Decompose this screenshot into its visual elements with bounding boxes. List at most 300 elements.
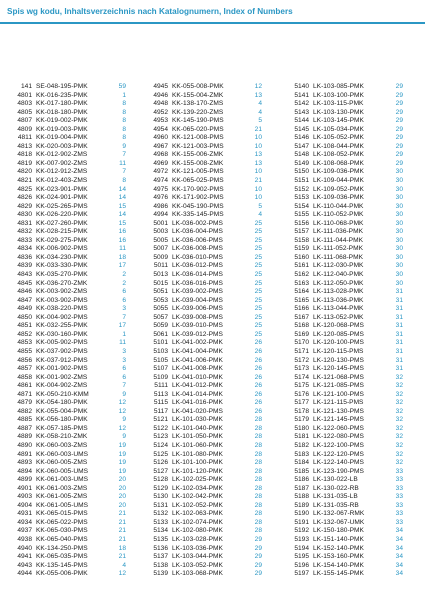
catalog-code: KK-037-912-PMS	[36, 356, 88, 364]
page-number: 31	[395, 322, 403, 330]
entry-number: 4953	[153, 117, 168, 125]
catalog-code: KK-054-180-PMK	[36, 399, 88, 407]
entry-number: 5009	[153, 253, 168, 261]
index-row	[0, 357, 425, 366]
page-number: 26	[254, 365, 262, 373]
index-entry	[146, 134, 262, 143]
entry-number: 4937	[17, 527, 32, 535]
index-entry	[287, 203, 403, 212]
page-number: 33	[395, 484, 403, 492]
entry-number: 4890	[17, 441, 32, 449]
index-entry	[146, 288, 262, 297]
catalog-code: LK-101-100-PMK	[172, 459, 223, 467]
catalog-code: KK-065-040-PMS	[36, 535, 88, 543]
page-number: 26	[254, 356, 262, 364]
catalog-code: LK-041-016-PMK	[172, 399, 223, 407]
entry-number: 4861	[17, 382, 32, 390]
catalog-code: LK-103-052-PMK	[172, 561, 223, 569]
catalog-code: KK-004-902-PMS	[36, 313, 88, 321]
entry-number: 5105	[153, 356, 168, 364]
index-entry	[10, 459, 126, 468]
page-number: 21	[118, 553, 126, 561]
catalog-code: LK-039-006-PMS	[172, 305, 223, 313]
catalog-code: KK-035-270-PMK	[36, 271, 88, 279]
entry-number: 5146	[294, 134, 309, 142]
entry-number: 5190	[294, 510, 309, 518]
page-number: 32	[395, 416, 403, 424]
entry-number: 5131	[153, 501, 168, 509]
page-number: 30	[395, 262, 403, 270]
index-row	[0, 502, 425, 511]
page-number: 20	[118, 484, 126, 492]
entry-number: 4931	[17, 510, 32, 518]
index-entry	[10, 168, 126, 177]
index-entry	[146, 271, 262, 280]
page-number: 13	[254, 159, 262, 167]
entry-number: 4887	[17, 424, 32, 432]
entry-number: 4972	[153, 168, 168, 176]
index-entry	[10, 271, 126, 280]
page-number: 29	[395, 108, 403, 116]
index-entry	[287, 262, 403, 271]
page-number: 29	[254, 553, 262, 561]
catalog-code: LK-103-028-PMK	[172, 535, 223, 543]
page-number: 5	[258, 202, 262, 210]
index-entry	[146, 245, 262, 254]
catalog-code: LK-041-010-PMK	[172, 373, 223, 381]
index-entry	[10, 553, 126, 562]
page-number: 26	[254, 373, 262, 381]
page-number: 14	[118, 185, 126, 193]
catalog-code: KK-025-265-PMS	[36, 202, 88, 210]
entry-number: 5139	[153, 570, 168, 578]
catalog-code: LK-036-012-PMS	[172, 262, 223, 270]
page-number: 32	[395, 441, 403, 449]
index-row	[0, 493, 425, 502]
entry-number: 4885	[17, 416, 32, 424]
index-entry	[146, 459, 262, 468]
entry-number: 5101	[153, 339, 168, 347]
index-entry	[287, 280, 403, 289]
index-row	[0, 220, 425, 229]
catalog-code: LK-105-052-PMK	[313, 134, 364, 142]
entry-number: 5015	[153, 279, 168, 287]
index-entry	[287, 237, 403, 246]
index-table	[0, 83, 425, 579]
page-number: 26	[254, 382, 262, 390]
catalog-code: LK-103-036-PMK	[172, 544, 223, 552]
page-number: 12	[118, 407, 126, 415]
page-number: 29	[254, 544, 262, 552]
page-number: 7	[122, 151, 126, 159]
catalog-code: KK-032-255-PMK	[36, 322, 88, 330]
page-number: 29	[254, 561, 262, 569]
entry-number: 5189	[294, 501, 309, 509]
index-entry	[10, 254, 126, 263]
index-row	[0, 126, 425, 135]
index-entry	[146, 562, 262, 571]
entry-number: 5181	[294, 433, 309, 441]
index-entry	[10, 536, 126, 545]
page-number: 19	[118, 467, 126, 475]
index-row	[0, 211, 425, 220]
catalog-code: KK-024-901-PMK	[36, 194, 88, 202]
index-entry	[146, 348, 262, 357]
page-number: 8	[122, 117, 126, 125]
catalog-code: LK-103-044-PMK	[172, 553, 223, 561]
index-entry	[146, 391, 262, 400]
index-entry	[146, 314, 262, 323]
catalog-code: KK-012-403-ZMS	[36, 177, 88, 185]
page-number: 1	[122, 91, 126, 99]
index-entry	[146, 280, 262, 289]
catalog-code: LK-131-035-RB	[313, 501, 359, 509]
page-number: 29	[395, 151, 403, 159]
index-entry	[287, 553, 403, 562]
catalog-code: KK-023-901-PMK	[36, 185, 88, 193]
page-number: 8	[122, 108, 126, 116]
page-number: 28	[254, 476, 262, 484]
index-entry	[10, 408, 126, 417]
page-number: 13	[254, 91, 262, 99]
catalog-code: LK-102-063-PMK	[172, 510, 223, 518]
entry-number: 5057	[153, 313, 168, 321]
index-entry	[287, 322, 403, 331]
catalog-code: KK-030-160-PMK	[36, 330, 88, 338]
entry-number: 5197	[294, 570, 309, 578]
index-row	[0, 391, 425, 400]
entry-number: 5164	[294, 288, 309, 296]
entry-number: 5174	[294, 373, 309, 381]
entry-number: 5188	[294, 493, 309, 501]
catalog-code: LK-041-008-PMK	[172, 365, 223, 373]
page-number: 29	[395, 100, 403, 108]
page-number: 11	[119, 245, 126, 253]
page-number: 33	[395, 501, 403, 509]
entry-number: 4856	[17, 356, 32, 364]
entry-number: 5129	[153, 484, 168, 492]
catalog-code: LK-108-044-PMK	[313, 142, 364, 150]
page-number: 30	[395, 194, 403, 202]
catalog-code: LK-131-035-LB	[313, 493, 358, 501]
entry-number: 4826	[17, 194, 32, 202]
catalog-code: LK-036-004-PMS	[172, 228, 223, 236]
catalog-code: KK-170-902-PMS	[172, 185, 224, 193]
catalog-code: LK-121-115-PMS	[313, 399, 364, 407]
catalog-code: LK-108-068-PMK	[313, 159, 364, 167]
catalog-code: LK-041-006-PMK	[172, 356, 223, 364]
index-row	[0, 468, 425, 477]
entry-number: 5159	[294, 245, 309, 253]
catalog-code: LK-113-044-PMK	[313, 305, 364, 313]
catalog-code: KK-055-004-PMK	[36, 407, 88, 415]
catalog-code: KK-155-008-ZMK	[172, 159, 224, 167]
page-number: 33	[395, 476, 403, 484]
entry-number: 5160	[294, 253, 309, 261]
entry-number: 5125	[153, 450, 168, 458]
entry-number: 5013	[153, 271, 168, 279]
index-entry	[146, 408, 262, 417]
entry-number: 4805	[17, 108, 32, 116]
catalog-code: KK-057-185-PMS	[36, 424, 88, 432]
entry-number: 5173	[294, 365, 309, 373]
catalog-code: LK-039-010-PMS	[172, 322, 223, 330]
index-entry	[287, 468, 403, 477]
page-number: 30	[395, 211, 403, 219]
index-entry	[146, 254, 262, 263]
entry-number: 4830	[17, 211, 32, 219]
entry-number: 5103	[153, 347, 168, 355]
index-entry	[146, 451, 262, 460]
page-number: 34	[395, 553, 403, 561]
index-entry	[287, 357, 403, 366]
entry-number: 5186	[294, 476, 309, 484]
index-entry	[287, 391, 403, 400]
catalog-code: LK-101-060-PMK	[172, 441, 223, 449]
entry-number: 4901	[17, 484, 32, 492]
page-number: 26	[254, 407, 262, 415]
page-number: 28	[254, 416, 262, 424]
page-number: 33	[395, 510, 403, 518]
page-number: 32	[395, 459, 403, 467]
entry-number: 5144	[294, 117, 309, 125]
entry-number: 5196	[294, 561, 309, 569]
entry-number: 5140	[294, 83, 309, 90]
catalog-code: LK-109-044-PMK	[313, 177, 364, 185]
entry-number: 5154	[294, 202, 309, 210]
entry-number: 4829	[17, 202, 32, 210]
index-entry	[287, 228, 403, 237]
catalog-code: LK-122-080-PMS	[313, 433, 364, 441]
entry-number: 5005	[153, 236, 168, 244]
entry-number: 5175	[294, 382, 309, 390]
catalog-code: LK-120-085-PMS	[313, 330, 364, 338]
index-entry	[146, 468, 262, 477]
catalog-code: KK-060-005-ZMS	[36, 459, 88, 467]
page-number: 33	[395, 518, 403, 526]
entry-number: 4849	[17, 305, 32, 313]
page-number: 10	[254, 168, 262, 176]
catalog-code: KK-065-015-PMS	[36, 510, 88, 518]
entry-number: 5123	[153, 433, 168, 441]
entry-number: 4846	[17, 288, 32, 296]
page-number: 28	[254, 527, 262, 535]
catalog-code: KK-061-005-UMS	[36, 501, 89, 509]
entry-number: 4941	[17, 553, 32, 561]
entry-number: 5194	[294, 544, 309, 552]
index-row	[0, 83, 425, 92]
entry-number: 4818	[17, 151, 32, 159]
page-number: 9	[122, 433, 126, 441]
catalog-code: KK-038-220-PMS	[36, 305, 88, 313]
index-row	[0, 545, 425, 554]
index-entry	[287, 502, 403, 511]
entry-number: 4879	[17, 399, 32, 407]
index-entry	[10, 177, 126, 186]
index-entry	[287, 117, 403, 126]
index-entry	[10, 228, 126, 237]
entry-number: 4960	[153, 134, 168, 142]
entry-number: 5143	[294, 108, 309, 116]
entry-number: 5178	[294, 407, 309, 415]
index-row	[0, 442, 425, 451]
entry-number: 5053	[153, 296, 168, 304]
index-row	[0, 553, 425, 562]
catalog-code: LK-132-067-RMK	[313, 510, 365, 518]
entry-number: 5122	[153, 424, 168, 432]
page-number: 32	[395, 424, 403, 432]
index-row	[0, 305, 425, 314]
index-entry	[287, 348, 403, 357]
catalog-code: KK-061-003-UMS	[36, 476, 89, 484]
index-entry	[146, 536, 262, 545]
entry-number: 4871	[17, 390, 32, 398]
entry-number: 5163	[294, 279, 309, 287]
index-row	[0, 203, 425, 212]
catalog-code: KK-065-030-PMS	[36, 527, 88, 535]
entry-number: 5162	[294, 271, 309, 279]
catalog-code: LK-154-140-PMK	[313, 561, 364, 569]
page-number: 29	[395, 134, 403, 142]
page-number: 3	[122, 356, 126, 364]
entry-number: 5142	[294, 100, 309, 108]
index-entry	[146, 228, 262, 237]
page-number: 12	[118, 570, 126, 578]
catalog-code: LK-123-190-PMS	[313, 467, 364, 475]
page-number: 31	[395, 305, 403, 313]
catalog-code: LK-105-034-PMK	[313, 125, 364, 133]
page-number: 30	[395, 245, 403, 253]
page-number: 29	[395, 91, 403, 99]
index-entry	[287, 451, 403, 460]
entry-number: 5155	[294, 211, 309, 219]
page-number: 25	[254, 288, 262, 296]
page-number: 30	[395, 202, 403, 210]
page-number: 11	[119, 159, 126, 167]
entry-number: 4903	[17, 493, 32, 501]
index-entry	[10, 314, 126, 323]
catalog-code: LK-121-068-PMS	[313, 373, 364, 381]
catalog-code: KK-001-902-PMS	[36, 365, 88, 373]
entry-number: 5121	[153, 416, 168, 424]
entry-number: 5179	[294, 416, 309, 424]
index-entry	[10, 357, 126, 366]
catalog-code: KK-138-170-ZMS	[172, 100, 224, 108]
catalog-code: LK-108-052-PMK	[313, 151, 364, 159]
catalog-code: KK-006-902-PMS	[36, 245, 88, 253]
entry-number: 5145	[294, 125, 309, 133]
index-row	[0, 143, 425, 152]
index-row	[0, 109, 425, 118]
page-number: 28	[254, 433, 262, 441]
page-number: 29	[395, 159, 403, 167]
index-entry	[10, 160, 126, 169]
index-entry	[146, 365, 262, 374]
catalog-code: LK-102-042-PMK	[172, 493, 223, 501]
page-number: 10	[254, 134, 262, 142]
catalog-code: KK-056-180-PMK	[36, 416, 88, 424]
entry-number: 5109	[153, 373, 168, 381]
entry-number: 4938	[17, 535, 32, 543]
index-entry	[10, 211, 126, 220]
index-row	[0, 519, 425, 528]
catalog-code: KK-003-902-ZMS	[36, 288, 88, 296]
page-number: 25	[254, 228, 262, 236]
page-number: 6	[122, 365, 126, 373]
catalog-code: KK-028-215-PMK	[36, 228, 88, 236]
index-entry	[287, 485, 403, 494]
index-entry	[10, 100, 126, 109]
catalog-code: KK-019-004-PMK	[36, 134, 88, 142]
index-entry	[10, 442, 126, 451]
page-number: 28	[254, 501, 262, 509]
catalog-code: LK-036-006-PMS	[172, 236, 223, 244]
index-entry	[146, 553, 262, 562]
index-entry	[146, 357, 262, 366]
entry-number: 4948	[153, 100, 168, 108]
index-row	[0, 297, 425, 306]
index-entry	[10, 348, 126, 357]
index-row	[0, 451, 425, 460]
index-entry	[10, 382, 126, 391]
catalog-code: KK-029-275-PMK	[36, 236, 88, 244]
page-number: 59	[118, 83, 126, 90]
index-entry	[287, 177, 403, 186]
page-number: 14	[118, 211, 126, 219]
catalog-code: KK-058-210-ZMK	[36, 433, 88, 441]
index-entry	[146, 339, 262, 348]
index-entry	[146, 485, 262, 494]
catalog-code: LK-121-130-PMS	[313, 407, 364, 415]
catalog-code: LK-036-002-PMS	[172, 219, 223, 227]
entry-number: 5127	[153, 467, 168, 475]
index-entry	[146, 203, 262, 212]
page-number: 31	[395, 288, 403, 296]
page-number: 6	[122, 296, 126, 304]
entry-number: 4843	[17, 271, 32, 279]
index-row	[0, 280, 425, 289]
index-entry	[10, 451, 126, 460]
index-entry	[287, 416, 403, 425]
index-entry	[10, 485, 126, 494]
entry-number: 4853	[17, 339, 32, 347]
page-number: 25	[254, 245, 262, 253]
catalog-code: LK-122-120-PMS	[313, 450, 364, 458]
catalog-code: KK-171-902-PMS	[172, 194, 224, 202]
page-number: 30	[395, 279, 403, 287]
catalog-code: LK-110-044-PMK	[313, 202, 364, 210]
index-row	[0, 237, 425, 246]
entry-number: 5001	[153, 219, 168, 227]
page-number: 31	[395, 365, 403, 373]
entry-number: 5135	[153, 535, 168, 543]
index-entry	[146, 416, 262, 425]
page-number: 32	[395, 399, 403, 407]
entry-number: 4831	[17, 219, 32, 227]
entry-number: 5007	[153, 245, 168, 253]
entry-number: 4809	[17, 125, 32, 133]
index-entry	[287, 297, 403, 306]
page-number: 4	[258, 100, 262, 108]
catalog-code: LK-111-068-PMK	[313, 253, 363, 261]
entry-number: 5177	[294, 399, 309, 407]
catalog-code: KK-007-902-ZMS	[36, 159, 88, 167]
catalog-code: LK-120-100-PMS	[313, 339, 364, 347]
index-entry	[10, 186, 126, 195]
index-entry	[146, 297, 262, 306]
catalog-code: LK-103-085-PMK	[313, 83, 364, 90]
page-number: 31	[395, 356, 403, 364]
